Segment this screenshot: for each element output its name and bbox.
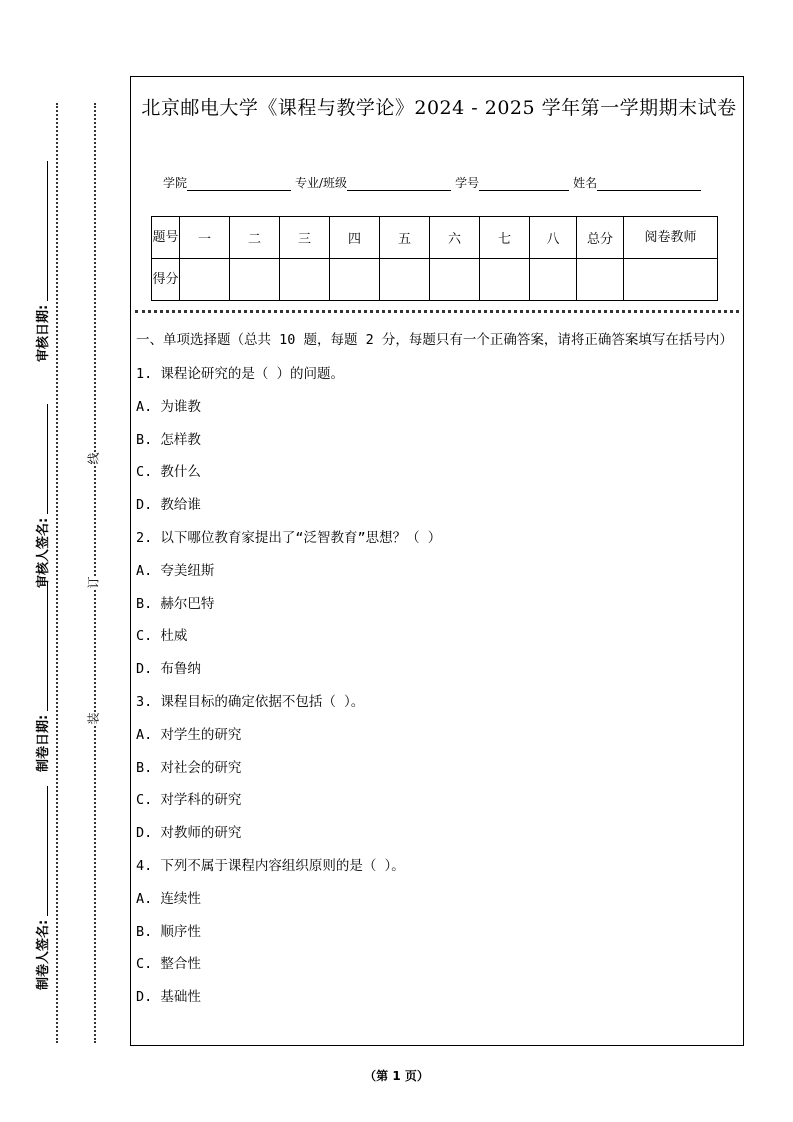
score-table-header-row xyxy=(152,217,718,259)
student-info-row xyxy=(163,174,705,191)
question-stem: 3. 课程目标的确定依据不包括（ ）。 xyxy=(136,693,365,710)
field-major-class-label: 专业/班级 xyxy=(295,176,348,190)
reviewer-signature-line[interactable] xyxy=(35,404,48,514)
option-a: A. 夸美纽斯 xyxy=(136,562,215,579)
score-cell[interactable] xyxy=(280,259,330,301)
field-college-input[interactable] xyxy=(187,178,291,191)
compiler-signature-line[interactable] xyxy=(35,786,48,916)
option-d: D. 教给谁 xyxy=(136,497,201,514)
compile-date-line[interactable] xyxy=(35,581,48,711)
reviewer-signature-field[interactable] xyxy=(32,404,51,588)
compile-date-label: 制卷日期: xyxy=(36,714,51,772)
binding-dotted-line-outer xyxy=(56,103,58,1043)
option-a: A. 连续性 xyxy=(136,890,201,907)
score-table-score-row xyxy=(152,259,718,301)
review-date-line[interactable] xyxy=(35,161,48,301)
binding-word-ding: 订 xyxy=(83,576,104,588)
field-college-label: 学院 xyxy=(163,176,188,190)
option-b: B. 赫尔巴特 xyxy=(136,595,215,612)
score-cell-total[interactable] xyxy=(577,259,624,301)
field-student-id-input[interactable] xyxy=(479,178,569,191)
score-col-8: 八 xyxy=(530,217,577,259)
option-d: D. 对教师的研究 xyxy=(136,825,242,842)
question-stem: 2. 以下哪位教育家提出了“泛智教育”思想？（ ） xyxy=(136,529,442,546)
score-cell[interactable] xyxy=(480,259,530,301)
option-c: C. 杜威 xyxy=(136,628,188,645)
score-cell[interactable] xyxy=(530,259,577,301)
binding-dotted-line-inner xyxy=(94,103,96,1043)
score-table-row1-label-text: 题号 xyxy=(152,229,179,245)
binding-word-xian: 线 xyxy=(83,452,104,464)
score-col-4: 四 xyxy=(330,217,380,259)
score-cell[interactable] xyxy=(330,259,380,301)
question-stem: 4. 下列不属于课程内容组织原则的是（ ）。 xyxy=(136,857,405,874)
score-cell[interactable] xyxy=(230,259,280,301)
section-title: 一、单项选择题（总共 10 题，每题 2 分，每题只有一个正确答案，请将正确答案填写在括号内） xyxy=(136,332,733,348)
option-d: D. 基础性 xyxy=(136,989,201,1006)
field-student-id-label: 学号 xyxy=(455,176,480,190)
score-col-5: 五 xyxy=(380,217,430,259)
score-col-2: 二 xyxy=(230,217,280,259)
exam-content xyxy=(136,325,736,1014)
score-table-row1-label xyxy=(152,217,180,259)
option-a: A. 对学生的研究 xyxy=(136,726,242,743)
score-cell[interactable] xyxy=(430,259,480,301)
score-col-1: 一 xyxy=(180,217,230,259)
review-date-label: 审核日期: xyxy=(36,304,51,362)
separator-dotted xyxy=(135,310,739,313)
score-cell-grader[interactable] xyxy=(624,259,718,301)
option-b: B. 对社会的研究 xyxy=(136,759,242,776)
exam-title: 北京邮电大学《课程与教学论》2024 - 2025 学年第一学期期末试卷 xyxy=(141,97,737,119)
field-major-class-input[interactable] xyxy=(347,178,451,191)
compiler-signature-field[interactable] xyxy=(32,786,51,990)
option-c: C. 对学科的研究 xyxy=(136,792,242,809)
score-col-6: 六 xyxy=(430,217,480,259)
score-col-grader: 阅卷教师 xyxy=(624,217,718,259)
compiler-signature-label: 制卷人签名: xyxy=(36,919,51,990)
score-col-total: 总分 xyxy=(577,217,624,259)
score-cell[interactable] xyxy=(380,259,430,301)
score-table-row2-label: 得分 xyxy=(152,259,180,301)
option-c: C. 整合性 xyxy=(136,956,201,973)
option-d: D. 布鲁纳 xyxy=(136,661,201,678)
binding-word-zhuang: 装 xyxy=(83,712,104,724)
score-cell[interactable] xyxy=(180,259,230,301)
field-name-label: 姓名 xyxy=(573,176,598,190)
question-stem: 1. 课程论研究的是（ ）的问题。 xyxy=(136,366,345,382)
score-table xyxy=(151,216,718,301)
option-c: C. 教什么 xyxy=(136,464,201,481)
exam-frame xyxy=(130,76,744,1046)
field-name-input[interactable] xyxy=(597,178,701,191)
page-number: （第 1 页） xyxy=(364,1069,429,1083)
reviewer-signature-label: 审核人签名: xyxy=(36,517,51,588)
option-a: A. 为谁教 xyxy=(136,398,201,415)
score-col-7: 七 xyxy=(480,217,530,259)
option-b: B. 顺序性 xyxy=(136,923,201,940)
compile-date-field[interactable] xyxy=(32,581,51,772)
option-b: B. 怎样教 xyxy=(136,431,201,448)
review-date-field[interactable] xyxy=(32,161,51,362)
score-col-3: 三 xyxy=(280,217,330,259)
